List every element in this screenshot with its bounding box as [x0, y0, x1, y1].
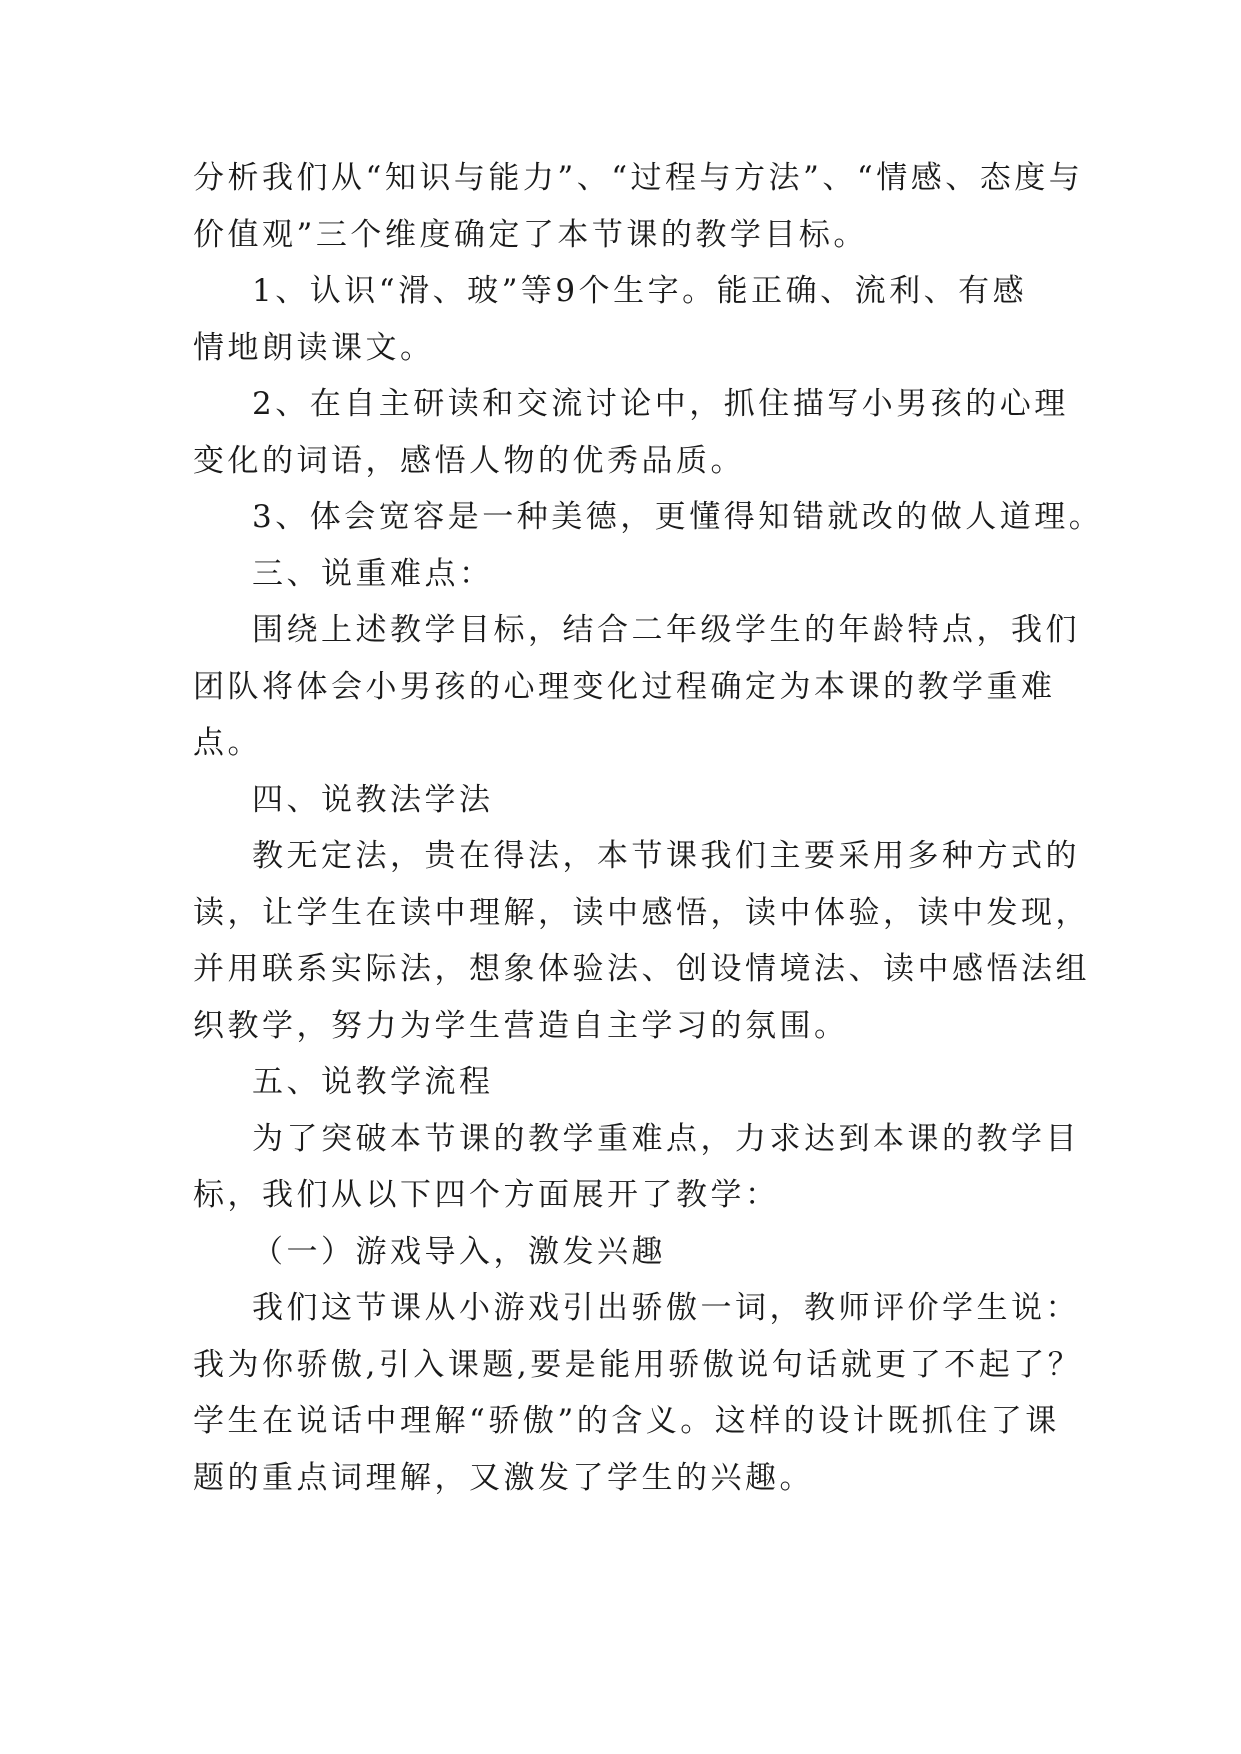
- text-line: 标，我们从以下四个方面展开了教学：: [193, 1177, 780, 1213]
- list-item-1: 1、认识“滑、玻”等9个生字。能正确、流利、有感: [252, 273, 1028, 309]
- text-line: 团队将体会小男孩的心理变化过程确定为本课的教学重难: [193, 669, 1056, 705]
- section-heading: 四、说教法学法: [252, 782, 494, 818]
- text-line: 点。: [193, 725, 262, 761]
- text-line: 我为你骄傲,引入课题,要是能用骄傲说句话就更了不起了？: [193, 1347, 1083, 1383]
- section-heading: 五、说教学流程: [252, 1064, 494, 1100]
- section-heading: 三、说重难点：: [252, 556, 494, 592]
- text-line: 读，让学生在读中理解，读中感悟，读中体验，读中发现，: [193, 895, 1090, 931]
- text-line: 题的重点词理解，又激发了学生的兴趣。: [193, 1460, 814, 1496]
- paragraph-start: 围绕上述教学目标，结合二年级学生的年龄特点，我们: [252, 612, 1080, 648]
- text-line: 情地朗读课文。: [193, 330, 435, 366]
- text-line: 价值观”三个维度确定了本节课的教学目标。: [193, 217, 868, 253]
- text-line: 学生在说话中理解“骄傲”的含义。这样的设计既抓住了课: [193, 1403, 1060, 1439]
- text-line: 分析我们从“知识与能力”、“过程与方法”、“情感、态度与: [193, 160, 1084, 196]
- paragraph-start: 我们这节课从小游戏引出骄傲一词，教师评价学生说：: [252, 1290, 1080, 1326]
- text-line: 变化的词语，感悟人物的优秀品质。: [193, 443, 745, 479]
- paragraph-start: 教无定法，贵在得法，本节课我们主要采用多种方式的: [252, 838, 1080, 874]
- paragraph-start: 为了突破本节课的教学重难点，力求达到本课的教学目: [252, 1121, 1080, 1157]
- list-item-3: 3、体会宽容是一种美德，更懂得知错就改的做人道理。: [252, 499, 1104, 535]
- subsection-heading: （一）游戏导入，激发兴趣: [252, 1234, 666, 1270]
- text-line: 并用联系实际法，想象体验法、创设情境法、读中感悟法组: [193, 951, 1090, 987]
- list-item-2: 2、在自主研读和交流讨论中，抓住描写小男孩的心理: [252, 386, 1069, 422]
- text-line: 织教学，努力为学生营造自主学习的氛围。: [193, 1008, 849, 1044]
